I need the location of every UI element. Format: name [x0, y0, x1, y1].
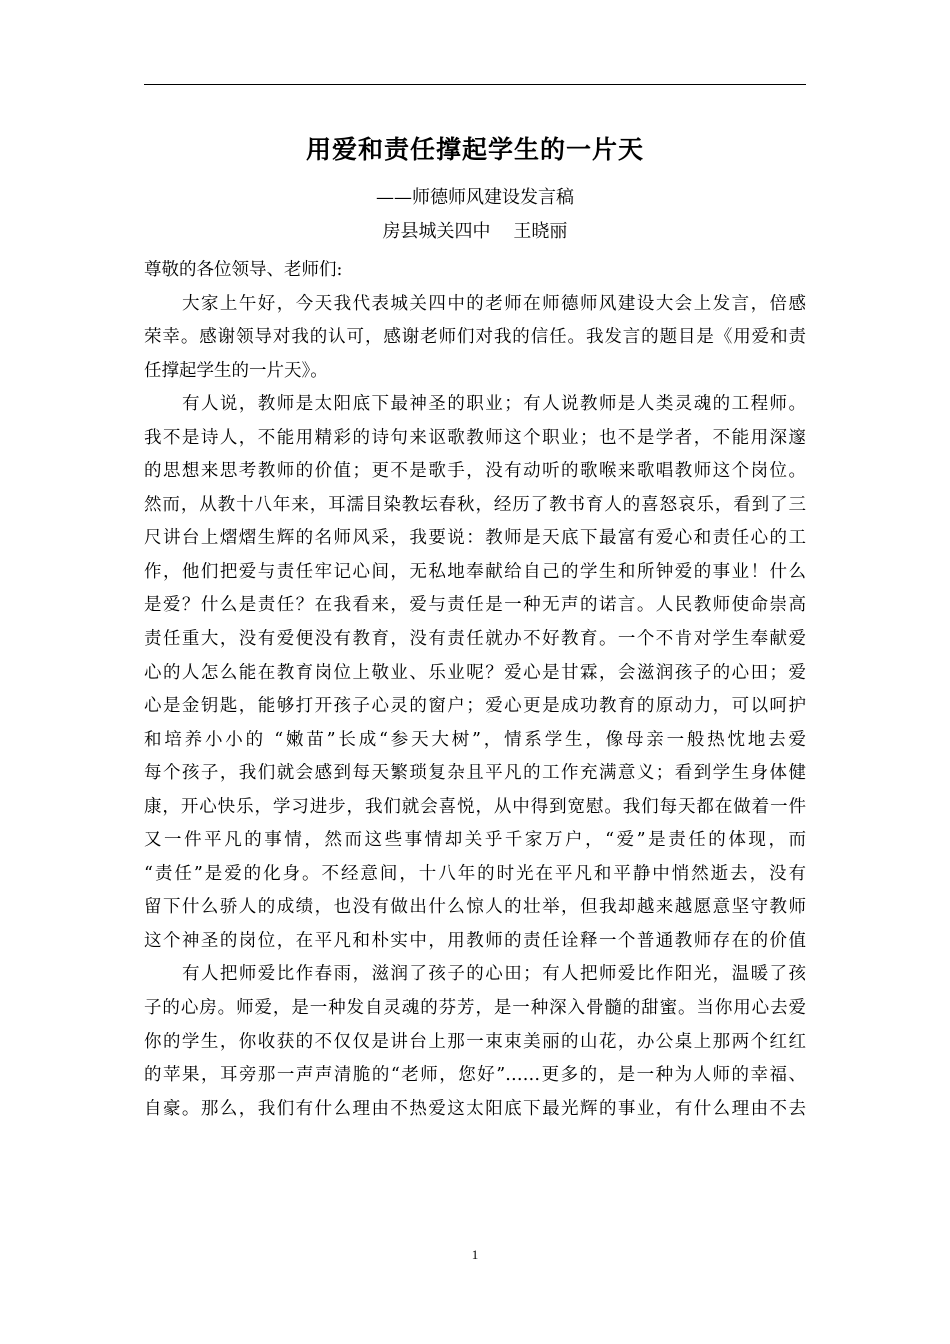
header-rule: [144, 84, 806, 85]
body-line: 自豪。那么，我们有什么理由不热爱这太阳底下最光辉的事业，有什么理由不去: [144, 1098, 806, 1119]
document-title: 用爱和责任撑起学生的一片天: [305, 135, 644, 164]
body-line: 留下什么骄人的成绩，也没有做出什么惊人的壮举，但我却越来越愿意坚守教师: [144, 897, 806, 918]
body-line: 有人说，教师是太阳底下最神圣的职业；有人说教师是人类灵魂的工程师。: [182, 394, 806, 415]
body-line: 大家上午好，今天我代表城关四中的老师在师德师风建设大会上发言，倍感: [182, 293, 806, 314]
body-text: [144, 254, 806, 1126]
body-line: 你的学生，你收获的不仅仅是讲台上那一束束美丽的山花，办公桌上那两个红红: [144, 1031, 806, 1052]
body-line: 作，他们把爱与责任牢记心间，无私地奉献给自己的学生和所钟爱的事业！什么: [144, 561, 806, 582]
body-line: 有人把师爱比作春雨，滋润了孩子的心田；有人把师爱比作阳光，温暖了孩: [182, 964, 806, 985]
body-line: 每个孩子，我们就会感到每天繁琐复杂且平凡的工作充满意义；看到学生身体健: [144, 763, 806, 784]
body-line: 心的人怎么能在教育岗位上敬业、乐业呢？爱心是甘霖，会滋润孩子的心田；爱: [144, 662, 806, 683]
author-line: 房县城关四中 王晓丽: [382, 221, 568, 242]
body-line: 任撑起学生的一片天》。: [144, 360, 328, 381]
body-line: 的苹果，耳旁那一声声清脆的“老师，您好”……更多的，是一种为人师的幸福、: [144, 1065, 806, 1086]
body-line: 尺讲台上熠熠生辉的名师风采，我要说：教师是天底下最富有爱心和责任心的工: [144, 528, 806, 549]
page-number: 1: [471, 1247, 479, 1262]
body-line: 心是金钥匙，能够打开孩子心灵的窗户；爱心更是成功教育的原动力，可以呵护: [144, 696, 806, 717]
body-line: 和培养小小的 “嫩苗”长成“参天大树”，情系学生，像母亲一般热忱地去爱: [144, 729, 806, 750]
body-line: 这个神圣的岗位，在平凡和朴实中，用教师的责任诠释一个普通教师存在的价值: [144, 930, 806, 951]
body-line: 又一件平凡的事情，然而这些事情却关乎千家万户，“爱”是责任的体现，而: [144, 830, 806, 851]
body-line: 责任重大，没有爱便没有教育，没有责任就办不好教育。一个不肯对学生奉献爱: [144, 629, 806, 650]
body-line: “责任”是爱的化身。不经意间，十八年的时光在平凡和平静中悄然逝去，没有: [144, 863, 806, 884]
body-line: 康，开心快乐，学习进步，我们就会喜悦，从中得到宽慰。我们每天都在做着一件: [144, 796, 806, 817]
body-line: 子的心房。师爱，是一种发自灵魂的芬芳，是一种深入骨髓的甜蜜。当你用心去爱: [144, 998, 806, 1019]
body-line: 是爱？什么是责任？在我看来，爱与责任是一种无声的诺言。人民教师使命崇高: [144, 595, 806, 616]
body-line: 的思想来思考教师的价值；更不是歌手，没有动听的歌喉来歌唱教师这个岗位。: [144, 461, 806, 482]
salutation-line: 尊敬的各位领导、老师们:: [144, 260, 343, 280]
body-line: 然而，从教十八年来，耳濡目染教坛春秋，经历了教书育人的喜怒哀乐，看到了三: [144, 494, 806, 515]
document-subtitle: ——师德师风建设发言稿: [376, 187, 574, 208]
body-line: 荣幸。感谢领导对我的认可，感谢老师们对我的信任。我发言的题目是《用爱和责: [144, 327, 806, 348]
body-line: 我不是诗人，不能用精彩的诗句来讴歌教师这个职业；也不是学者，不能用深邃: [144, 427, 806, 448]
